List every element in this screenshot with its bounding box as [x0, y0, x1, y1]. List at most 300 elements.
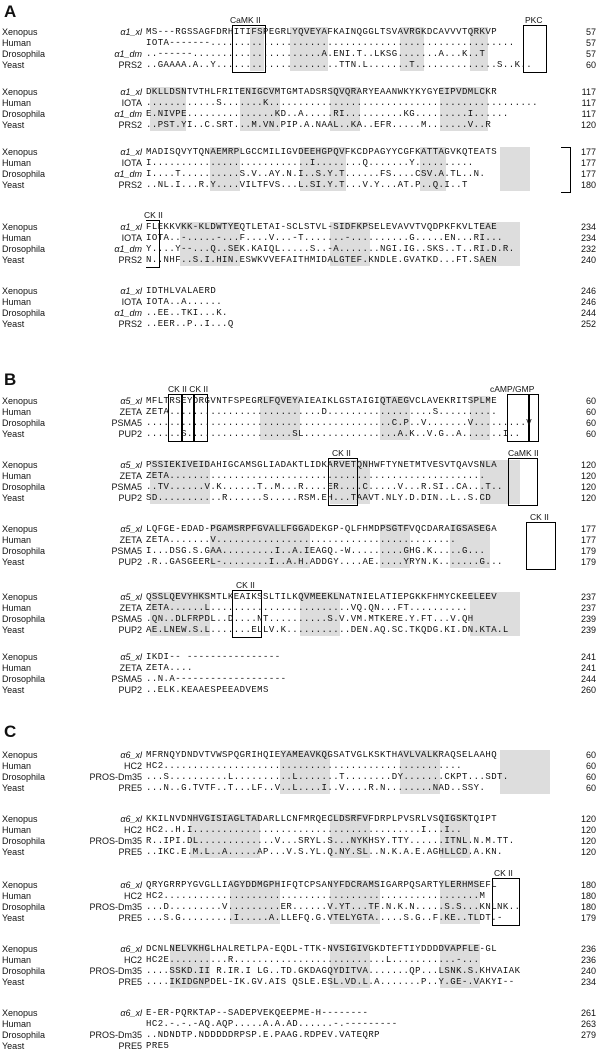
residue-number: 117 — [581, 98, 596, 108]
alignment-block — [0, 448, 600, 504]
site-label-ckii: CK II — [494, 868, 513, 878]
species-label: Xenopus — [2, 524, 38, 534]
sequence: DKLLDSNTVTHLFRITENIGCVMTGMTADSRSQVQRARYEAANWKYKYGYEIPVDMLCKR — [146, 87, 498, 97]
species-label: Drosophila — [2, 169, 46, 179]
protein-name: PRS2 — [118, 60, 142, 70]
seq-row — [0, 98, 600, 109]
residue-number: 240 — [580, 255, 596, 265]
seq-row — [0, 625, 600, 636]
residue-number: 57 — [585, 27, 596, 37]
residue-number: 180 — [580, 891, 596, 901]
residue-number: 120 — [580, 493, 596, 503]
seq-row — [0, 418, 600, 429]
residue-number: 117 — [581, 109, 596, 119]
sequence: FLEKKVKK-KLDWTYEQTLETAI-SCLSTVL-SIDFKPSELEVAVVTVQDPKFKVLTEAE — [146, 222, 498, 232]
seq-row — [0, 652, 600, 663]
sequence: ..GAAAA.A..Y.....................TTN.L.......T..............S..K.. — [146, 60, 533, 70]
seq-row — [0, 977, 600, 988]
residue-number: 57 — [585, 38, 596, 48]
sequence: ..TV......V.K......T..M...R....ER....C.....V...R.SI..CA...T.. — [146, 482, 503, 492]
sequence: KKILNVDNHVGISIAGLTADARLLCNFMRQECLDSRFVFDRPLPVSRLVSQIGSKTQIPT — [146, 814, 498, 824]
residue-number: 252 — [580, 319, 596, 329]
seq-row — [0, 761, 600, 772]
species-label: Drosophila — [2, 546, 46, 556]
sequence: ..------......................A.ENI.T..LKSG.......A...K..T — [146, 49, 486, 59]
sequence: HC2.-.-.-AQ.AQP.....A.A.AD......-.--------- — [146, 1019, 398, 1029]
residue-number: 60 — [585, 429, 596, 439]
seq-row — [0, 493, 600, 504]
sequence: AE.LNEW.S.L.......ELLV.K...........DEN.AQ.SC.TKQDG.KI.DN.KTA.L — [146, 625, 509, 635]
sequence: E.NIVPE...............KD..A.....RI..........KG.........I...... — [146, 109, 509, 119]
residue-number: 234 — [580, 977, 596, 987]
species-label: Yeast — [2, 977, 25, 987]
residue-number: 120 — [580, 814, 596, 824]
seq-row — [0, 286, 600, 297]
residue-number: 240 — [580, 966, 596, 976]
protein-name: ZETA — [119, 471, 142, 481]
species-label: Human — [2, 158, 32, 168]
residue-number: 179 — [580, 557, 596, 567]
protein-name: PROS-Dm35 — [89, 966, 142, 976]
protein-name: PUP2 — [118, 685, 142, 695]
residue-number: 244 — [580, 308, 596, 318]
protein-name: PUP2 — [118, 429, 142, 439]
sequence: ZETA..........................D..................S.......... — [146, 407, 498, 417]
seq-row — [0, 836, 600, 847]
protein-name: α5_xl — [120, 460, 142, 470]
protein-name: PROS-Dm35 — [89, 1030, 142, 1040]
site-label-ckii: CK II CK II — [168, 384, 209, 394]
alignment-block — [0, 580, 600, 636]
species-label: Drosophila — [2, 614, 46, 624]
panel-letter-c: C — [4, 722, 17, 741]
protein-name: PSMA5 — [111, 546, 142, 556]
site-label-camp-gmp: cAMP/GMP — [490, 384, 535, 394]
protein-name: α1_xl — [120, 27, 142, 37]
species-label: Yeast — [2, 493, 25, 503]
seq-row — [0, 891, 600, 902]
residue-number: 117 — [581, 87, 596, 97]
species-label: Human — [2, 891, 32, 901]
protein-name: α5_xl — [120, 592, 142, 602]
species-label: Xenopus — [2, 592, 38, 602]
seq-row — [0, 60, 600, 71]
residue-number: 57 — [585, 49, 596, 59]
sequence: SD...........R......S.....RSM.EH...TAAVT.NLY.D.DIN..L..S.CD — [146, 493, 492, 503]
panel-letter-a: A — [4, 2, 17, 21]
species-label: Yeast — [2, 319, 25, 329]
species-label: Drosophila — [2, 966, 46, 976]
sequence: HC2................................................... — [146, 761, 462, 771]
sequence: ...S..........L..........L.......T........DY.......CKPT...SDT. — [146, 772, 509, 782]
species-label: Xenopus — [2, 652, 38, 662]
species-label: Yeast — [2, 1041, 25, 1051]
seq-row — [0, 847, 600, 858]
alignment-block — [0, 87, 600, 131]
seq-row — [0, 880, 600, 891]
sequence: N..NHF..S.I.HIN.ESWKVVEFAITHMIDALGTEF.KNDLE.GVATKD...FT.SAEN — [146, 255, 498, 265]
sequence: IOTA..-.....-...F....V...-T.......-..........G.....EN...RI... — [146, 233, 503, 243]
species-label: Drosophila — [2, 902, 46, 912]
species-label: Yeast — [2, 847, 25, 857]
seq-row — [0, 396, 600, 407]
species-label: Human — [2, 407, 32, 417]
protein-name: PRE5 — [118, 977, 142, 987]
seq-row — [0, 955, 600, 966]
seq-row — [0, 535, 600, 546]
sequence: ZETA.......V......................................... — [146, 535, 457, 545]
protein-name: PRS2 — [118, 180, 142, 190]
residue-number: 60 — [585, 761, 596, 771]
protein-name: α1_dm — [114, 308, 142, 318]
sequence: ............S.......K.............................................. — [146, 98, 539, 108]
sequence: HC2..H.I.......................................I...I.. — [146, 825, 462, 835]
species-label: Human — [2, 38, 32, 48]
alignment-block — [0, 286, 600, 330]
residue-number: 279 — [580, 1030, 596, 1040]
protein-name: α1_dm — [114, 109, 142, 119]
seq-row — [0, 244, 600, 255]
protein-name: α6_xl — [120, 944, 142, 954]
species-label: Xenopus — [2, 396, 38, 406]
site-label-ckii: CK II — [530, 512, 549, 522]
residue-number: 180 — [580, 180, 596, 190]
species-label: Drosophila — [2, 482, 46, 492]
seq-row — [0, 482, 600, 493]
protein-name: PSMA5 — [111, 418, 142, 428]
residue-number: 120 — [580, 120, 596, 130]
sequence: ZETA.... — [146, 663, 193, 673]
protein-name: α1_xl — [120, 147, 142, 157]
alignment-block — [0, 1008, 600, 1052]
protein-name: IOTA — [121, 98, 142, 108]
protein-name: α6_xl — [120, 880, 142, 890]
protein-name: ZETA — [119, 407, 142, 417]
residue-number: 234 — [580, 222, 596, 232]
residue-number: 263 — [580, 1019, 596, 1029]
seq-row — [0, 429, 600, 440]
seq-row — [0, 825, 600, 836]
seq-row — [0, 772, 600, 783]
seq-row — [0, 87, 600, 98]
residue-number: 120 — [580, 482, 596, 492]
sequence: ..........................................C.P..V.......V.........V — [146, 418, 533, 428]
sequence: .QN..DLFRPDL..D....NT..........S.V.VM.MTKERE.Y.FT...V.QH — [146, 614, 474, 624]
sequence: ..ELK.KEAAESPEEADVEMS — [146, 685, 269, 695]
seq-row — [0, 913, 600, 924]
species-label: Drosophila — [2, 109, 46, 119]
protein-name: PSMA5 — [111, 482, 142, 492]
alignment-block — [0, 512, 600, 568]
protein-name: α5_xl — [120, 652, 142, 662]
seq-row — [0, 38, 600, 49]
sequence: ....SSKD.II R.IR.I LG..TD.GKDAGQYDITVA.......QP...LSNK.S.KHVAIAK — [146, 966, 521, 976]
sequence: E-ER-PQRKTAP--SADEPVEKQEEPME-H-------- — [146, 1008, 369, 1018]
residue-number: 260 — [580, 685, 596, 695]
residue-number: 60 — [585, 772, 596, 782]
species-label: Drosophila — [2, 772, 46, 782]
protein-name: IOTA — [121, 158, 142, 168]
sequence: PSSIEKIVEIDAHIGCAMSGLIADAKTLIDKARVETQNHWFTYNETMTVESVTQAVSNLA — [146, 460, 498, 470]
species-label: Yeast — [2, 180, 25, 190]
sequence: HC2E..........R..........................L...........-... — [146, 955, 480, 965]
seq-row — [0, 902, 600, 913]
alignment-block — [0, 814, 600, 858]
residue-number: 120 — [580, 825, 596, 835]
seq-row — [0, 255, 600, 266]
residue-number: 177 — [580, 535, 596, 545]
species-label: Human — [2, 1019, 32, 1029]
protein-name: α6_xl — [120, 814, 142, 824]
seq-row — [0, 180, 600, 191]
sequence: LQFGE-EDAD-PGAMSRPFGVALLFGGADEKGP-QLFHMDPSGTFVQCDARAIGSASEGA — [146, 524, 498, 534]
residue-number: 120 — [580, 836, 596, 846]
residue-number: 120 — [580, 460, 596, 470]
sequence: ..PST.YI..C.SRT...M.VN.PIP.A.NAAL..KA..EFR.....M.......V..R — [146, 120, 492, 130]
species-label: Xenopus — [2, 880, 38, 890]
protein-name: IOTA — [121, 233, 142, 243]
sequence: HC2......................................................M — [146, 891, 486, 901]
site-label-camkii: CaMK II — [508, 448, 539, 458]
protein-name: PROS-Dm35 — [89, 836, 142, 846]
protein-name: α1_xl — [120, 87, 142, 97]
seq-row — [0, 158, 600, 169]
protein-name: PSMA5 — [111, 674, 142, 684]
seq-row — [0, 592, 600, 603]
seq-row — [0, 297, 600, 308]
residue-number: 179 — [580, 546, 596, 556]
protein-name: α6_xl — [120, 1008, 142, 1018]
species-label: Human — [2, 955, 32, 965]
seq-row — [0, 1008, 600, 1019]
species-label: Yeast — [2, 625, 25, 635]
seq-row — [0, 460, 600, 471]
seq-row — [0, 685, 600, 696]
protein-name: ZETA — [119, 535, 142, 545]
sequence: .R..GASGEERL-........I..A.H.ADDGY....AE.....YRYN.K.......G... — [146, 557, 503, 567]
sequence: I...........................I........Q.......Y.......... — [146, 158, 474, 168]
residue-number: 237 — [580, 603, 596, 613]
protein-name: α1_dm — [114, 49, 142, 59]
sequence: IOTA-------.................................................... — [146, 38, 515, 48]
protein-name: PUP2 — [118, 493, 142, 503]
sequence: MFRNQYDNDVTVWSPQGRIHQIEYAMEAVKQGSATVGLKSKTHAVLVALKRAQSELAAHQ — [146, 750, 498, 760]
species-label: Xenopus — [2, 750, 38, 760]
sequence: MFLTRSEYDRGVNTFSPEGRLFQVEYAIEAIKLGSTAIGIQTAEGVCLAVEKRITSPLME — [146, 396, 498, 406]
protein-name: α6_xl — [120, 750, 142, 760]
residue-number: 180 — [580, 902, 596, 912]
seq-row — [0, 614, 600, 625]
residue-number: 60 — [585, 407, 596, 417]
seq-row — [0, 663, 600, 674]
species-label: Xenopus — [2, 286, 38, 296]
site-label-camkii: CaMK II — [230, 15, 261, 25]
residue-number: 241 — [580, 652, 596, 662]
species-label: Drosophila — [2, 49, 46, 59]
species-label: Xenopus — [2, 147, 38, 157]
species-label: Drosophila — [2, 244, 46, 254]
protein-name: PRS2 — [118, 255, 142, 265]
residue-number: 179 — [580, 913, 596, 923]
species-label: Drosophila — [2, 674, 46, 684]
residue-number: 60 — [585, 60, 596, 70]
seq-row — [0, 109, 600, 120]
protein-name: PRS2 — [118, 319, 142, 329]
seq-row — [0, 750, 600, 761]
sequence: PRE5 — [146, 1041, 170, 1051]
sequence: ..EE..TKI...K. — [146, 308, 228, 318]
residue-number: 261 — [580, 1008, 596, 1018]
protein-name: α5_xl — [120, 524, 142, 534]
residue-number: 60 — [585, 418, 596, 428]
sequence: QSSLQEVYHKSMTLKEAIKSSLTILKQVMEEKLNATNIELATIEPGKKFHMYCKEELEEV — [146, 592, 498, 602]
protein-name: PRS2 — [118, 120, 142, 130]
residue-number: 244 — [580, 674, 596, 684]
species-label: Drosophila — [2, 418, 46, 428]
residue-number: 60 — [585, 396, 596, 406]
residue-number: 236 — [580, 955, 596, 965]
protein-name: PROS-Dm35 — [89, 902, 142, 912]
seq-row — [0, 1030, 600, 1041]
sequence: MADISQVYTQNAEMRPLGCCMILIGVDEEHGPQVFKCDPAGYYCGFKATTAGVKQTEATS — [146, 147, 498, 157]
residue-number: 237 — [580, 592, 596, 602]
sequence: ..EER..P..I...Q — [146, 319, 234, 329]
species-label: Human — [2, 471, 32, 481]
residue-number: 60 — [585, 783, 596, 793]
protein-name: α1_xl — [120, 286, 142, 296]
protein-name: PROS-Dm35 — [89, 772, 142, 782]
seq-row — [0, 674, 600, 685]
protein-name: ZETA — [119, 663, 142, 673]
residue-number: 177 — [580, 524, 596, 534]
sequence: I....T..........S.V..AY.N.I..S.Y.T......FS....CSV.A.TL..N. — [146, 169, 486, 179]
protein-name: α5_xl — [120, 396, 142, 406]
species-label: Xenopus — [2, 87, 38, 97]
seq-row — [0, 49, 600, 60]
protein-name: α1_xl — [120, 222, 142, 232]
residue-number: 120 — [580, 847, 596, 857]
site-label-ckii: CK II — [236, 580, 255, 590]
seq-row — [0, 308, 600, 319]
sequence: DCNLNELVKHGLHALRETLPA-EQDL-TTK-NVSIGIVGKDTEFTIYDDDDVAPFLE-GL — [146, 944, 498, 954]
species-label: Drosophila — [2, 836, 46, 846]
seq-row — [0, 966, 600, 977]
protein-name: HC2 — [123, 955, 142, 965]
alignment-block — [0, 868, 600, 924]
sequence: ZETA...................................................... — [146, 471, 486, 481]
sequence: ..NDNDTP.NDDDDDRPSP.E.PAAG.RDPEV.VATEQRP — [146, 1030, 381, 1040]
seq-row — [0, 120, 600, 131]
seq-row — [0, 524, 600, 535]
residue-number: 234 — [580, 233, 596, 243]
species-label: Human — [2, 233, 32, 243]
residue-number: 177 — [580, 147, 596, 157]
panel-letter-b: B — [4, 370, 17, 389]
site-label-ckii: CK II — [144, 210, 163, 220]
residue-number: 60 — [585, 750, 596, 760]
residue-number: 120 — [580, 471, 596, 481]
protein-name: PSMA5 — [111, 614, 142, 624]
species-label: Yeast — [2, 120, 25, 130]
sequence: ...D.........V.........ER......V.YT...TF.N.K.N.....S.S...KNLNK.. — [146, 902, 521, 912]
alignment-block — [0, 147, 600, 191]
species-label: Yeast — [2, 557, 25, 567]
species-label: Xenopus — [2, 460, 38, 470]
seq-row — [0, 233, 600, 244]
sequence: QRYGRRPYGVGLLIAGYDDMGPHIFQTCPSANYFDCRAMSIGARPQSARTYLERHMSEFL — [146, 880, 498, 890]
sequence: MS---RGSSAGFDRHITIFSPEGRLYQVEYAFKAINQGGLTSVAVRGKDCAVVVTQRKVP — [146, 27, 498, 37]
protein-name: PUP2 — [118, 557, 142, 567]
species-label: Xenopus — [2, 814, 38, 824]
species-label: Xenopus — [2, 944, 38, 954]
species-label: Yeast — [2, 60, 25, 70]
seq-row — [0, 27, 600, 38]
residue-number: 239 — [580, 625, 596, 635]
sequence: IOTA..A...... — [146, 297, 223, 307]
species-label: Human — [2, 98, 32, 108]
residue-number: 177 — [580, 169, 596, 179]
residue-number: 177 — [580, 158, 596, 168]
residue-number: 239 — [580, 614, 596, 624]
seq-row — [0, 222, 600, 233]
species-label: Yeast — [2, 783, 25, 793]
protein-name: HC2 — [123, 825, 142, 835]
protein-name: IOTA — [121, 297, 142, 307]
site-label-pkc: PKC — [525, 15, 543, 25]
species-label: Human — [2, 663, 32, 673]
species-label: Drosophila — [2, 308, 46, 318]
sequence: ....IKIDGNPDEL-IK.GV.AIS QSLE.ESL.VD.L.A.......P..Y.GE-.VAKYI-- — [146, 977, 515, 987]
seq-row — [0, 1041, 600, 1052]
residue-number: 246 — [580, 286, 596, 296]
seq-row — [0, 169, 600, 180]
seq-row — [0, 944, 600, 955]
seq-row — [0, 603, 600, 614]
residue-number: 246 — [580, 297, 596, 307]
species-label: Human — [2, 825, 32, 835]
species-label: Human — [2, 603, 32, 613]
species-label: Xenopus — [2, 27, 38, 37]
protein-name: PRE5 — [118, 783, 142, 793]
seq-row — [0, 1019, 600, 1030]
residue-number: 180 — [580, 880, 596, 890]
species-label: Yeast — [2, 685, 25, 695]
seq-row — [0, 546, 600, 557]
seq-row — [0, 319, 600, 330]
protein-name: α1_dm — [114, 169, 142, 179]
sequence: ...S.G.........I.....A.LLEFQ.G.VTELYGTA.....S.G..F.KE..TLDT.- — [146, 913, 503, 923]
seq-row — [0, 471, 600, 482]
seq-row — [0, 407, 600, 418]
seq-row — [0, 557, 600, 568]
species-label: Xenopus — [2, 222, 38, 232]
protein-name: PRE5 — [118, 913, 142, 923]
species-label: Drosophila — [2, 1030, 46, 1040]
sequence: ...N..G.TVTF..T...LF..V..L....I..V....R.N........NAD..SSY. — [146, 783, 486, 793]
alignment-block — [0, 15, 600, 71]
sequence: Y....Y--...Q..SEK.KAIQL.....S..-A.......NGI.IG..SKS..T..RI.D.R. — [146, 244, 515, 254]
species-label: Human — [2, 761, 32, 771]
alignment-block — [0, 944, 600, 988]
species-label: Yeast — [2, 913, 25, 923]
seq-row — [0, 147, 600, 158]
species-label: Human — [2, 535, 32, 545]
protein-name: HC2 — [123, 891, 142, 901]
protein-name: ZETA — [119, 603, 142, 613]
sequence: IKDI-- ---------------- — [146, 652, 281, 662]
species-label: Xenopus — [2, 1008, 38, 1018]
sequence: ..IKC.E.M.L..A.....AP...V.S.YL.Q.NY.SL..N.K.A.E.AGHLLCD.A.KN. — [146, 847, 503, 857]
